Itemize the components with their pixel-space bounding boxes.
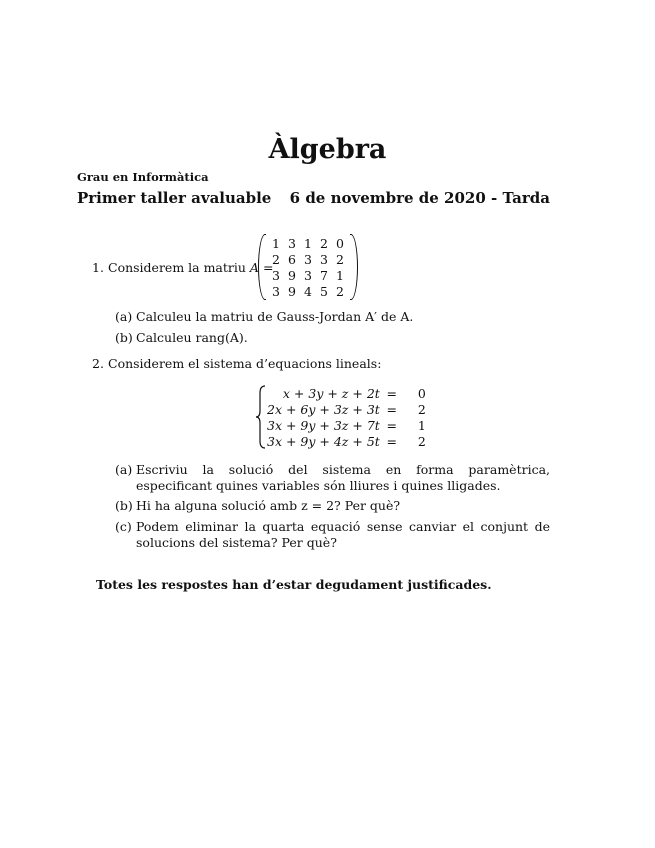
- matrix-cell: 1: [304, 235, 312, 251]
- equation-lhs: 3x + 9y + 4z + 5t: [267, 433, 380, 449]
- equation-rhs: 0: [417, 385, 426, 401]
- matrix-cell: 3: [288, 235, 296, 251]
- equation-rhs: 2: [417, 401, 426, 417]
- left-parenthesis: [258, 234, 266, 300]
- matrix-cell: 9: [288, 267, 296, 283]
- equation-lhs: x + 3y + z + 2t: [282, 385, 380, 401]
- matrix-cell: 9: [288, 283, 296, 299]
- exam-date: 6 de novembre de 2020 - Tarda: [289, 189, 550, 207]
- equation-lhs: 3x + 9y + 3z + 7t: [267, 417, 380, 433]
- matrix-name: A: [249, 260, 259, 275]
- problem-1-text: Considerem la matriu: [108, 260, 246, 275]
- matrix-cell: 2: [336, 283, 344, 299]
- problem-1b-label: (b): [115, 330, 133, 345]
- matrix-cell: 2: [320, 235, 328, 251]
- problem-1-statement: [108, 260, 273, 276]
- page-title: Àlgebra: [268, 134, 387, 165]
- equations-grid: [267, 385, 426, 449]
- problem-2a-label: (a): [115, 462, 133, 477]
- right-parenthesis: [350, 234, 358, 300]
- matrix-cell: 3: [272, 283, 280, 299]
- matrix-cell: 2: [272, 251, 280, 267]
- equation-operator: =: [386, 433, 398, 449]
- matrix-cell: 3: [304, 267, 312, 283]
- matrix-cell: 3: [304, 251, 312, 267]
- matrix-cell: 2: [336, 251, 344, 267]
- degree-label: Grau en Informàtica: [77, 170, 209, 184]
- problem-2-number: 2.: [92, 356, 104, 371]
- matrix-cell: 6: [288, 251, 296, 267]
- equation-rhs: 1: [417, 417, 426, 433]
- matrix-cell: 0: [336, 235, 344, 251]
- matrix-cell: 3: [272, 267, 280, 283]
- equation-lhs: 2x + 6y + 3z + 3t: [267, 401, 380, 417]
- equation-operator: =: [386, 401, 398, 417]
- problem-1-number: 1.: [92, 260, 104, 275]
- workshop-label: Primer taller avaluable: [77, 189, 272, 207]
- equals-sign: =: [262, 260, 274, 275]
- footer-note: Totes les respostes han d’estar degudament justificades.: [96, 577, 492, 592]
- matrix-cell: 5: [320, 283, 328, 299]
- problem-2c-label: (c): [115, 519, 132, 534]
- equation-system: [255, 385, 426, 449]
- problem-2b-label: (b): [115, 498, 133, 513]
- problem-1a-text: Calculeu la matriu de Gauss-Jordan A′ de A.: [136, 309, 414, 324]
- problem-2-statement: Considerem el sistema d’equacions lineals:: [108, 356, 382, 371]
- matrix-cell: 7: [320, 267, 328, 283]
- problem-1b-text: Calculeu rang(A).: [136, 330, 248, 345]
- matrix-cell: 1: [336, 267, 344, 283]
- matrix-cell: 3: [320, 251, 328, 267]
- equation-operator: =: [386, 385, 398, 401]
- matrix-grid: [266, 234, 350, 300]
- problem-2a-text: Escriviu la solució del sistema en forma paramètrica, especificant quines variables són lliures i quines lligades.: [136, 462, 550, 493]
- equation-rhs: 2: [417, 433, 426, 449]
- problem-2b-text: Hi ha alguna solució amb z = 2? Per què?: [136, 498, 401, 513]
- problem-2c-text: Podem eliminar la quarta equació sense canviar el conjunt de solucions del sistema? Per què?: [136, 519, 550, 550]
- left-brace: [255, 385, 267, 449]
- matrix-cell: 4: [304, 283, 312, 299]
- equation-operator: =: [386, 417, 398, 433]
- matrix-a: [258, 234, 358, 300]
- problem-1a-label: (a): [115, 309, 133, 324]
- matrix-cell: 1: [272, 235, 280, 251]
